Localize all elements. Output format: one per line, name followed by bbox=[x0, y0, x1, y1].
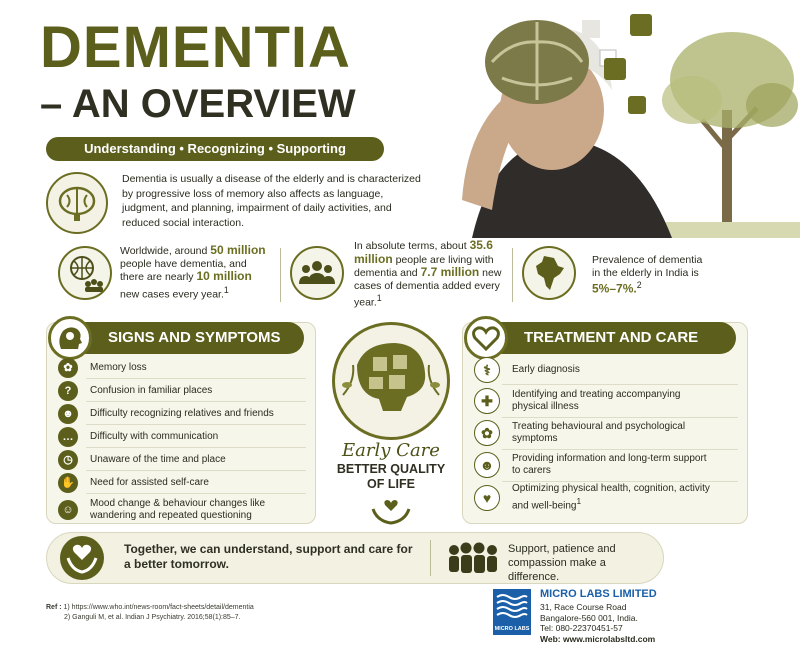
references: Ref : 1) https://www.who.int/news-room/fact-sheets/detail/dementia 2) Ganguli M, et al. Indian J Psychiatry. 2016;58(1):85–7. bbox=[46, 604, 254, 621]
company-address: 31, Race Course Road Bangalore-560 001, India. Tel: 080-22370451-57 Web: www.microlabsltd.com bbox=[540, 602, 656, 644]
group-icon bbox=[290, 246, 344, 300]
treatment-list bbox=[462, 354, 748, 524]
divider bbox=[86, 493, 306, 494]
symptom-label: Memory loss bbox=[90, 361, 147, 373]
puzzle-brain-icon bbox=[332, 322, 450, 440]
elderly-man-illustration bbox=[432, 0, 800, 238]
page-subtitle: – AN OVERVIEW bbox=[40, 82, 356, 126]
carers-icon: ☻ bbox=[474, 452, 500, 478]
helping-hand-icon: ✋ bbox=[58, 473, 78, 493]
hands-heart-icon bbox=[60, 536, 104, 580]
people-group-icon bbox=[444, 540, 502, 574]
treatment-label: Providing information and long-term support to carers bbox=[512, 453, 707, 476]
question-icon: ? bbox=[58, 381, 78, 401]
list-item bbox=[474, 418, 764, 448]
divider bbox=[512, 248, 513, 302]
logo-text: MICRO LABS bbox=[494, 626, 530, 632]
signs-list bbox=[46, 356, 316, 524]
banner-message: Together, we can understand, support and care for a better tomorrow. bbox=[124, 542, 413, 571]
symptom-label: Confusion in familiar places bbox=[90, 384, 213, 396]
banner-support-text: Support, patience and compassion make a difference. bbox=[508, 543, 616, 583]
page-title: DEMENTIA bbox=[40, 15, 351, 80]
india-map-icon bbox=[522, 246, 576, 300]
symptom-label: Mood change & behaviour changes like wandering and repeated questioning bbox=[90, 498, 266, 521]
medical-cross-icon: ✚ bbox=[474, 388, 500, 414]
speech-icon: … bbox=[58, 427, 78, 447]
list-item bbox=[58, 425, 348, 448]
brain-icon: ✿ bbox=[58, 358, 78, 378]
company-name: MICRO LABS LIMITED bbox=[540, 588, 657, 600]
stat-highlight: 50 million bbox=[210, 243, 266, 257]
brain-icon bbox=[46, 172, 108, 234]
treatment-label: Optimizing physical health, cognition, activity and well-being$^1$ bbox=[512, 483, 710, 512]
treatment-label: Treating behavioural and psychological symptoms bbox=[512, 421, 686, 444]
stat-highlight: 7.7 million bbox=[420, 265, 480, 279]
divider bbox=[280, 248, 281, 302]
stat-absolute: In absolute terms, about 35.6 million people are living with dementia and 7.7 million new cases of dementia added every year.$^1$ bbox=[354, 238, 502, 309]
divider bbox=[430, 540, 431, 576]
treatment-label: Early diagnosis bbox=[512, 364, 580, 375]
hands-heart-icon bbox=[367, 497, 415, 525]
intro-text: Dementia is usually a disease of the elderly and is characterized by progressive loss of memory also affects as language, judgment, and planning, impairment of daily activities, and reduced social interaction. bbox=[122, 173, 421, 229]
people-icon: ☻ bbox=[58, 404, 78, 424]
stat-india: Prevalence of dementia in the elderly in India is 5%–7%.$^2$ bbox=[592, 254, 703, 296]
micro-labs-logo bbox=[493, 589, 531, 635]
heartbeat-icon: ♥ bbox=[474, 485, 500, 511]
treatment-heading: TREATMENT AND CARE bbox=[474, 322, 736, 354]
list-item bbox=[474, 450, 764, 480]
signs-heading: SIGNS AND SYMPTOMS bbox=[58, 322, 304, 354]
stat-highlight: 10 million bbox=[196, 269, 252, 283]
list-item bbox=[474, 386, 764, 416]
treatment-label: Identifying and treating accompanying physical illness bbox=[512, 389, 681, 412]
head-brain-icon bbox=[48, 316, 92, 360]
list-item bbox=[58, 496, 348, 524]
symptom-label: Difficulty recognizing relatives and friends bbox=[90, 407, 274, 419]
stat-highlight: 5%–7%. bbox=[592, 281, 637, 296]
tagline: Understanding • Recognizing • Supporting bbox=[46, 137, 384, 161]
stethoscope-icon: ⚕ bbox=[474, 357, 500, 383]
stat-worldwide: Worldwide, around 50 million people have dementia, and there are nearly 10 million new cases every year.$^1$ bbox=[120, 243, 266, 300]
globe-people-icon bbox=[58, 246, 112, 300]
mood-icon: ☺ bbox=[58, 500, 78, 520]
symptom-label: Need for assisted self-care bbox=[90, 476, 209, 488]
list-item bbox=[58, 471, 348, 494]
symptom-label: Difficulty with communication bbox=[90, 430, 219, 442]
list-item bbox=[58, 379, 348, 402]
list-item bbox=[474, 482, 764, 514]
brain-icon: ✿ bbox=[474, 420, 500, 446]
list-item bbox=[58, 356, 348, 379]
stat-highlight: 35.6 million bbox=[354, 238, 493, 266]
early-care-text: Early Care bbox=[342, 440, 440, 461]
symptom-label: Unaware of the time and place bbox=[90, 453, 226, 465]
list-item bbox=[58, 448, 348, 471]
clock-icon: ◷ bbox=[58, 450, 78, 470]
list-item bbox=[474, 356, 764, 384]
better-quality-text: BETTER QUALITY OF LIFE bbox=[336, 462, 446, 491]
list-item bbox=[58, 402, 348, 425]
divider bbox=[502, 384, 738, 385]
